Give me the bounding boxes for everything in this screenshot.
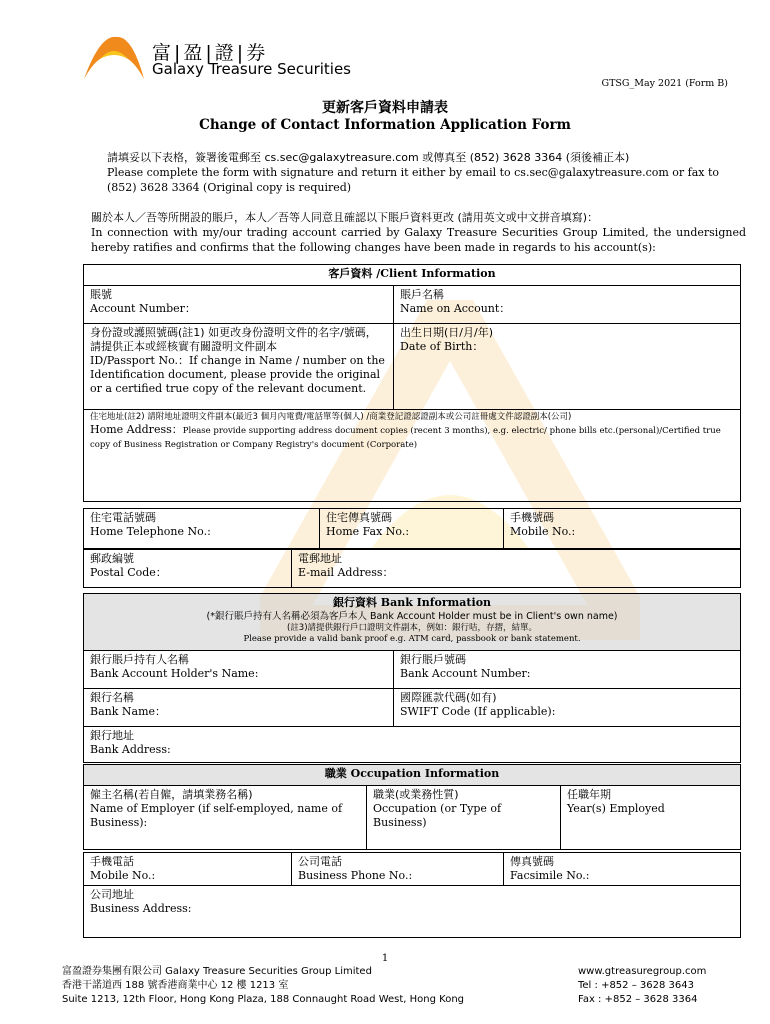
client-contact-table: [83, 508, 741, 549]
form-title-en: Change of Contact Information Application Form: [199, 117, 571, 133]
account-number-field[interactable]: 賬號 Account Number：: [84, 286, 394, 324]
instructions: [107, 150, 747, 195]
account-name-field[interactable]: 賬戶名稱 Name on Account：: [394, 286, 741, 324]
instructions-en: Please complete the form with signature and return it either by email to cs.sec@galaxytreasure.com or fax to (852) 3628 3364 (Original copy is required): [107, 166, 720, 194]
home-fax-field[interactable]: 住宅傳真號碼 Home Fax No.:: [320, 509, 504, 549]
occupation-section-title: 職業 Occupation Information: [84, 765, 741, 786]
date-of-birth-field[interactable]: 出生日期(日/月/年) Date of Birth：: [394, 324, 741, 410]
years-employed-field[interactable]: 任職年期 Year(s) Employed: [561, 786, 741, 850]
footer-address-zh: 香港干諾道西 188 號香港商業中心 12 樓 1213 室: [62, 980, 289, 991]
client-section-title: 客戶資料 /Client Information: [84, 265, 741, 286]
footer-address-en: Suite 1213, 12th Floor, Hong Kong Plaza, 188 Connaught Road West, Hong Kong: [62, 994, 465, 1005]
occupation-contact-table: [83, 852, 741, 938]
bank-section-header: 銀行資料 Bank Information (*銀行賬戶持有人名稱必須為客戶本人 Bank Account Holder must be in Client's own name) (註3)請提供銀行戶口證明文件副本，例如：銀行咭，存摺，結單。 Please provide a valid bank proof e.g. ATM card, passbook or bank statement.: [84, 594, 741, 651]
brand-name-zh: 富|盈|證|券: [152, 42, 269, 64]
bank-account-number-field[interactable]: 銀行賬戶號碼 Bank Account Number:: [394, 651, 741, 689]
footer-website: www.gtreasuregroup.com: [578, 966, 707, 977]
footer-fax: Fax : +852 – 3628 3364: [578, 994, 698, 1005]
email-field[interactable]: 電郵地址 E-mail Address：: [292, 550, 741, 588]
facsimile-field[interactable]: 傳真號碼 Facsimile No.:: [504, 853, 741, 886]
mobile-field[interactable]: 手機號碼 Mobile No.:: [504, 509, 741, 549]
bank-section-title: 銀行資料 Bank Information: [332, 596, 492, 609]
form-code: GTSG_May 2021 (Form B): [601, 78, 728, 89]
occupation-field[interactable]: 職業(或業務性質) Occupation (or Type of Business): [367, 786, 561, 850]
bank-info-table: [83, 593, 741, 763]
declaration-en: In connection with my/our trading account carried by Galaxy Treasure Securities Group Limited, the undersigned hereby ratifies and confirms that the following changes have been made in regards to his account(s):: [91, 226, 746, 254]
form-title-zh: 更新客戶資料申請表: [322, 100, 448, 116]
business-mobile-field[interactable]: 手機電話 Mobile No.:: [84, 853, 292, 886]
business-phone-field[interactable]: 公司電話 Business Phone No.:: [292, 853, 504, 886]
swift-code-field[interactable]: 國際匯款代碼(如有) SWIFT Code (If applicable):: [394, 689, 741, 727]
client-info-table: [83, 264, 741, 502]
page-number: 1: [381, 953, 389, 964]
client-contact-table-2: [83, 549, 741, 588]
footer-contact-info: [578, 965, 706, 1007]
id-passport-field[interactable]: 身份證或護照號碼(註1) 如更改身份證明文件的名字/號碼，請提供正本或經核實有關證明文件副本 ID/Passport No.：If change in Name / number on the Identification document, please provide the original or a certified true copy of the relevant document.: [84, 324, 394, 410]
home-address-field[interactable]: 住宅地址(註2) 請附地址證明文件副本(最近3 個月內電費/電話單等(個人) /商業登記證認證副本或公司註冊處文件認證副本(公司) Home Address：Please provide supporting address document copies (recent 3 months), e.g. electric/ phone bills etc.(personal)/Certified true copy of Business Registration or Company Registry's document (Corporate): [84, 410, 741, 502]
footer-company-info: [62, 965, 464, 1007]
declaration: [91, 210, 746, 255]
bank-address-field[interactable]: 銀行地址 Bank Address:: [84, 727, 741, 763]
company-logo-icon: [82, 33, 146, 81]
occupation-table: [83, 764, 741, 850]
business-address-field[interactable]: 公司地址 Business Address:: [84, 886, 741, 938]
footer-telephone: Tel : +852 – 3628 3643: [578, 980, 694, 991]
employer-name-field[interactable]: 僱主名稱(若自僱，請填業務名稱) Name of Employer (if self-employed, name of Business):: [84, 786, 367, 850]
brand-name-en: Galaxy Treasure Securities: [152, 60, 351, 78]
postal-code-field[interactable]: 郵政編號 Postal Code：: [84, 550, 292, 588]
home-telephone-field[interactable]: 住宅電話號碼 Home Telephone No.:: [84, 509, 320, 549]
bank-holder-name-field[interactable]: 銀行賬戶持有人名稱 Bank Account Holder's Name:: [84, 651, 394, 689]
declaration-zh: 關於本人／吾等所開設的賬戶，本人／吾等人同意且確認以下賬戶資料更改 (請用英文或中文拼音填寫)：: [91, 211, 599, 224]
bank-name-field[interactable]: 銀行名稱 Bank Name：: [84, 689, 394, 727]
footer-company-name: 富盈證券集團有限公司 Galaxy Treasure Securities Group Limited: [62, 966, 372, 977]
instructions-zh: 請填妥以下表格，簽署後電郵至 cs.sec@galaxytreasure.com 或傳真至 (852) 3628 3364 (須後補正本): [107, 151, 630, 164]
